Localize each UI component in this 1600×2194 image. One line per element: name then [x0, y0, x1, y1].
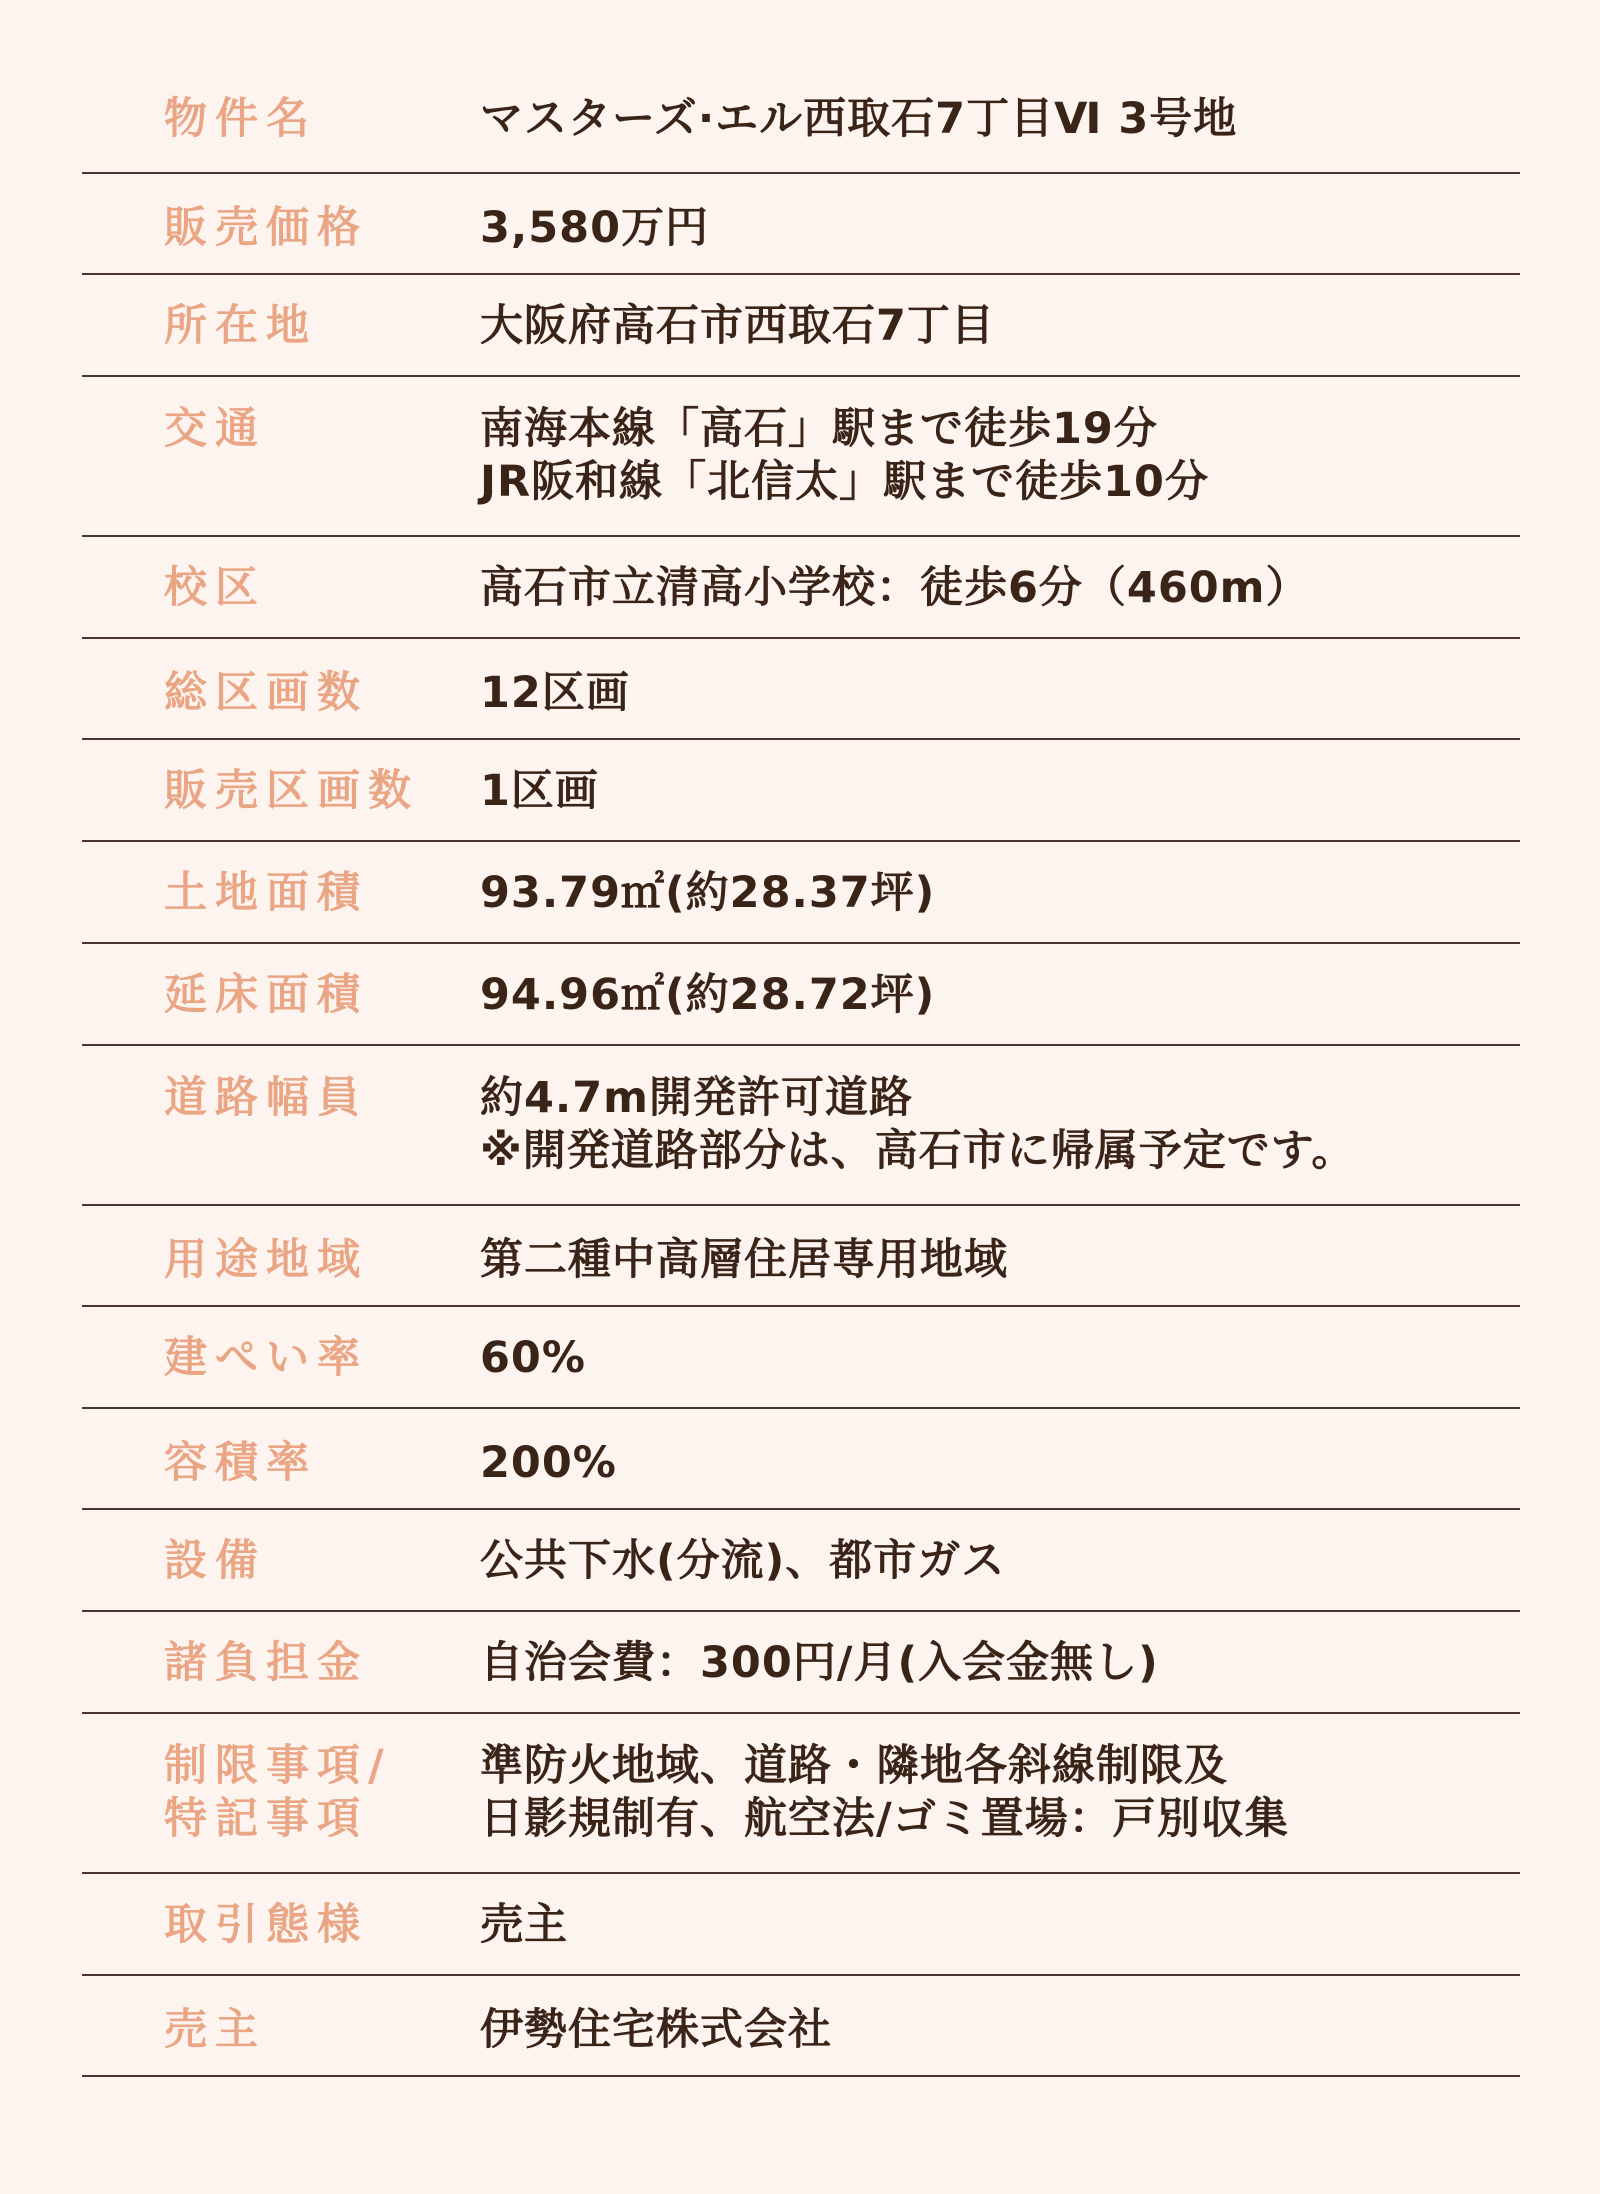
row-value: 200%: [480, 1438, 617, 1488]
row-label: 物件名: [164, 94, 317, 144]
row-value: 南海本線「高石」駅まで徒歩19分 JR阪和線「北信太」駅まで徒歩10分: [480, 404, 1209, 507]
row-value: 自治会費：300円/月(入会金無し): [480, 1638, 1159, 1688]
row-label: 用途地域: [164, 1235, 368, 1285]
row-value: 高石市立清高小学校：徒歩6分（460m）: [480, 563, 1310, 613]
row-label: 土地面積: [164, 868, 368, 918]
row-property-name: [82, 66, 1520, 174]
row-label: 交通: [164, 404, 266, 454]
row-value: 1区画: [480, 766, 599, 816]
row-label: 売主: [164, 2005, 266, 2055]
row-label: 容積率: [164, 1438, 317, 1488]
row-school-district: [82, 537, 1520, 639]
row-label: 諸負担金: [164, 1638, 368, 1688]
row-label: 販売価格: [164, 203, 368, 253]
row-transport: [82, 377, 1520, 537]
row-label: 設備: [164, 1536, 266, 1586]
row-facilities: [82, 1510, 1520, 1612]
row-floor-area-ratio: [82, 1409, 1520, 1510]
row-seller: [82, 1976, 1520, 2077]
row-value: 約4.7m開発許可道路 ※開発道路部分は、高石市に帰属予定です。: [480, 1073, 1356, 1176]
row-value: 公共下水(分流)、都市ガス: [480, 1536, 1006, 1586]
row-label: 総区画数: [164, 668, 368, 718]
row-transaction-type: [82, 1874, 1520, 1976]
row-building-coverage: [82, 1307, 1520, 1409]
row-value: 第二種中高層住居専用地域: [480, 1235, 1008, 1285]
row-value: 93.79㎡(約28.37坪): [480, 868, 936, 918]
row-label: 所在地: [164, 301, 317, 351]
row-value: 3,580万円: [480, 203, 710, 253]
row-floor-area: [82, 944, 1520, 1046]
row-lots-for-sale: [82, 740, 1520, 842]
row-label: 制限事項/ 特記事項: [164, 1741, 392, 1844]
row-road-width: [82, 1046, 1520, 1206]
row-value: 伊勢住宅株式会社: [480, 2005, 832, 2055]
row-label: 建ぺい率: [164, 1333, 368, 1383]
row-value: 準防火地域、道路・隣地各斜線制限及 日影規制有、航空法/ゴミ置場：戸別収集: [480, 1741, 1289, 1844]
row-value: 94.96㎡(約28.72坪): [480, 970, 936, 1020]
row-zoning: [82, 1206, 1520, 1307]
row-value: 売主: [480, 1900, 568, 1950]
row-label: 校区: [164, 563, 266, 613]
row-additional-costs: [82, 1612, 1520, 1714]
row-value: 12区画: [480, 668, 630, 718]
row-land-area: [82, 842, 1520, 944]
row-total-lots: [82, 639, 1520, 740]
row-sale-price: [82, 174, 1520, 275]
row-value: マスターズ·エル西取石7丁目Ⅵ 3号地: [480, 94, 1238, 144]
row-label: 道路幅員: [164, 1073, 368, 1123]
row-restrictions: [82, 1714, 1520, 1874]
row-label: 販売区画数: [164, 766, 419, 816]
row-label: 取引態様: [164, 1900, 368, 1950]
row-location: [82, 275, 1520, 377]
row-value: 大阪府高石市西取石7丁目: [480, 301, 995, 351]
row-label: 延床面積: [164, 970, 368, 1020]
property-spec-table: [82, 66, 1520, 2077]
row-value: 60%: [480, 1333, 586, 1383]
